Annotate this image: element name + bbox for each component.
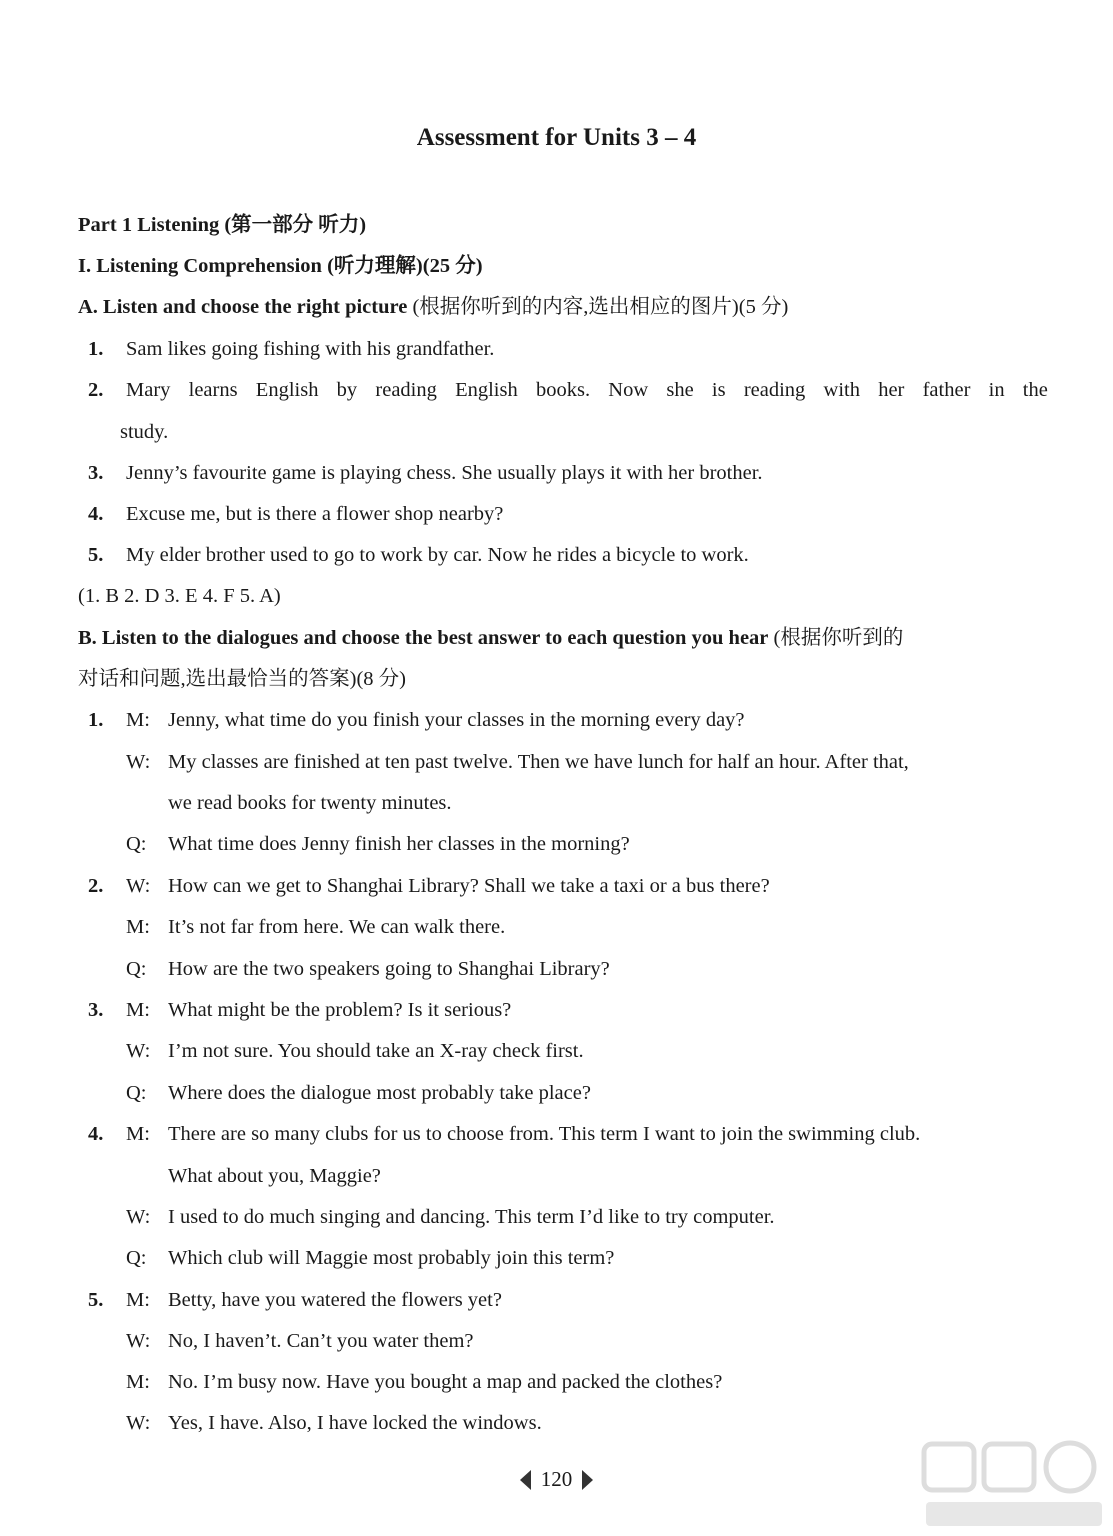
speaker-label: W: <box>126 751 151 773</box>
watermark-logo-icon <box>920 1440 1105 1530</box>
dialogue-number: 1. <box>88 709 104 731</box>
dialogue-text: It’s not far from here. We can walk there. <box>168 916 506 938</box>
speaker-label: W: <box>126 1330 151 1352</box>
list-item <box>88 335 494 363</box>
dialogue-line <box>126 748 1046 776</box>
speaker-label: W: <box>126 1206 151 1228</box>
dialogue-number: 4. <box>88 1123 104 1145</box>
section-a-heading <box>78 293 788 321</box>
item-number: 3. <box>88 462 104 484</box>
item-number: 4. <box>88 503 104 525</box>
triangle-left-icon <box>520 1470 531 1490</box>
dialogue-text: What might be the problem? Is it serious? <box>168 999 512 1021</box>
dialogue-text: What time does Jenny finish her classes in the morning? <box>168 833 630 855</box>
item-text: My elder brother used to go to work by car. Now he rides a bicycle to work. <box>126 544 749 566</box>
dialogue-line <box>126 1409 542 1437</box>
speaker-label: M: <box>126 916 150 938</box>
speaker-label: Q: <box>126 958 147 980</box>
dialogue-text: There are so many clubs for us to choose from. This term I want to join the swimming club. <box>168 1123 921 1145</box>
speaker-label: Q: <box>126 833 147 855</box>
section-heading: I. Listening Comprehension (听力理解)(25 分) <box>78 255 483 277</box>
dialogue-text: I’m not sure. You should take an X-ray check first. <box>168 1040 584 1062</box>
dialogue-text: we read books for twenty minutes. <box>168 792 452 814</box>
dialogue-text: Yes, I have. Also, I have locked the windows. <box>168 1412 542 1434</box>
dialogue-line <box>88 996 511 1024</box>
part-heading: Part 1 Listening (第一部分 听力) <box>78 214 367 236</box>
dialogue-text: No. I’m busy now. Have you bought a map and packed the clothes? <box>168 1371 723 1393</box>
dialogue-text: I used to do much singing and dancing. This term I’d like to try computer. <box>168 1206 775 1228</box>
section-b-note-continued: 对话和问题,选出最恰当的答案)(8 分) <box>78 668 406 690</box>
section-b-heading <box>78 624 903 652</box>
dialogue-text: No, I haven’t. Can’t you water them? <box>168 1330 474 1352</box>
list-item <box>88 459 763 487</box>
dialogue-line <box>88 1286 502 1314</box>
dialogue-line <box>88 872 770 900</box>
dialogue-line <box>126 955 610 983</box>
dialogue-text: How can we get to Shanghai Library? Shall we take a taxi or a bus there? <box>168 875 770 897</box>
item-text: Sam likes going fishing with his grandfather. <box>126 338 495 360</box>
item-number: 5. <box>88 544 104 566</box>
dialogue-line <box>126 1244 614 1272</box>
dialogue-text: What about you, Maggie? <box>168 1165 381 1187</box>
speaker-label: W: <box>126 1412 151 1434</box>
item-text: Excuse me, but is there a flower shop nearby? <box>126 503 504 525</box>
dialogue-number: 3. <box>88 999 104 1021</box>
dialogue-number: 2. <box>88 875 104 897</box>
speaker-label: W: <box>126 875 151 897</box>
dialogue-line <box>88 706 745 734</box>
dialogue-text: My classes are finished at ten past twelve. Then we have lunch for half an hour. After that, <box>168 751 909 773</box>
dialogue-line <box>126 1327 474 1355</box>
dialogue-text: How are the two speakers going to Shanghai Library? <box>168 958 610 980</box>
item-number: 2. <box>88 379 104 401</box>
speaker-label: M: <box>126 1371 150 1393</box>
dialogue-line <box>168 1162 381 1190</box>
dialogue-number: 5. <box>88 1289 104 1311</box>
answer-key: (1. B 2. D 3. E 4. F 5. A) <box>78 585 281 607</box>
page-title: Assessment for Units 3 – 4 <box>416 124 697 151</box>
section-b-note: (根据你听到的 <box>768 627 904 649</box>
speaker-label: M: <box>126 1289 150 1311</box>
triangle-right-icon <box>582 1470 593 1490</box>
page-number-text: 120 <box>540 1467 573 1491</box>
dialogue-line <box>126 830 630 858</box>
dialogue-text: Which club will Maggie most probably join this term? <box>168 1247 615 1269</box>
dialogue-line <box>126 1037 584 1065</box>
dialogue-line <box>168 789 452 817</box>
section-b-label: B. Listen to the dialogues and choose the best answer to each question you hear <box>78 627 769 649</box>
item-text: Mary learns English by reading English books. Now she is reading with her father in the <box>126 379 1048 401</box>
dialogue-text: Where does the dialogue most probably take place? <box>168 1082 591 1104</box>
speaker-label: W: <box>126 1040 151 1062</box>
speaker-label: Q: <box>126 1247 147 1269</box>
speaker-label: Q: <box>126 1082 147 1104</box>
list-item <box>88 376 1048 404</box>
item-continuation: study. <box>120 421 169 443</box>
speaker-label: M: <box>126 1123 150 1145</box>
list-item <box>88 500 503 528</box>
list-item <box>88 541 749 569</box>
dialogue-line <box>126 1203 775 1231</box>
section-a-label: A. Listen and choose the right picture <box>78 296 408 318</box>
dialogue-line <box>126 1079 591 1107</box>
section-a-note: (根据你听到的内容,选出相应的图片)(5 分) <box>407 296 789 318</box>
dialogue-text: Betty, have you watered the flowers yet? <box>168 1289 502 1311</box>
item-number: 1. <box>88 338 104 360</box>
dialogue-line <box>88 1120 920 1148</box>
speaker-label: M: <box>126 999 150 1021</box>
speaker-label: M: <box>126 709 150 731</box>
dialogue-line <box>126 1368 722 1396</box>
item-text: Jenny’s favourite game is playing chess. She usually plays it with her brother. <box>126 462 763 484</box>
dialogue-line <box>126 913 505 941</box>
dialogue-text: Jenny, what time do you finish your classes in the morning every day? <box>168 709 745 731</box>
